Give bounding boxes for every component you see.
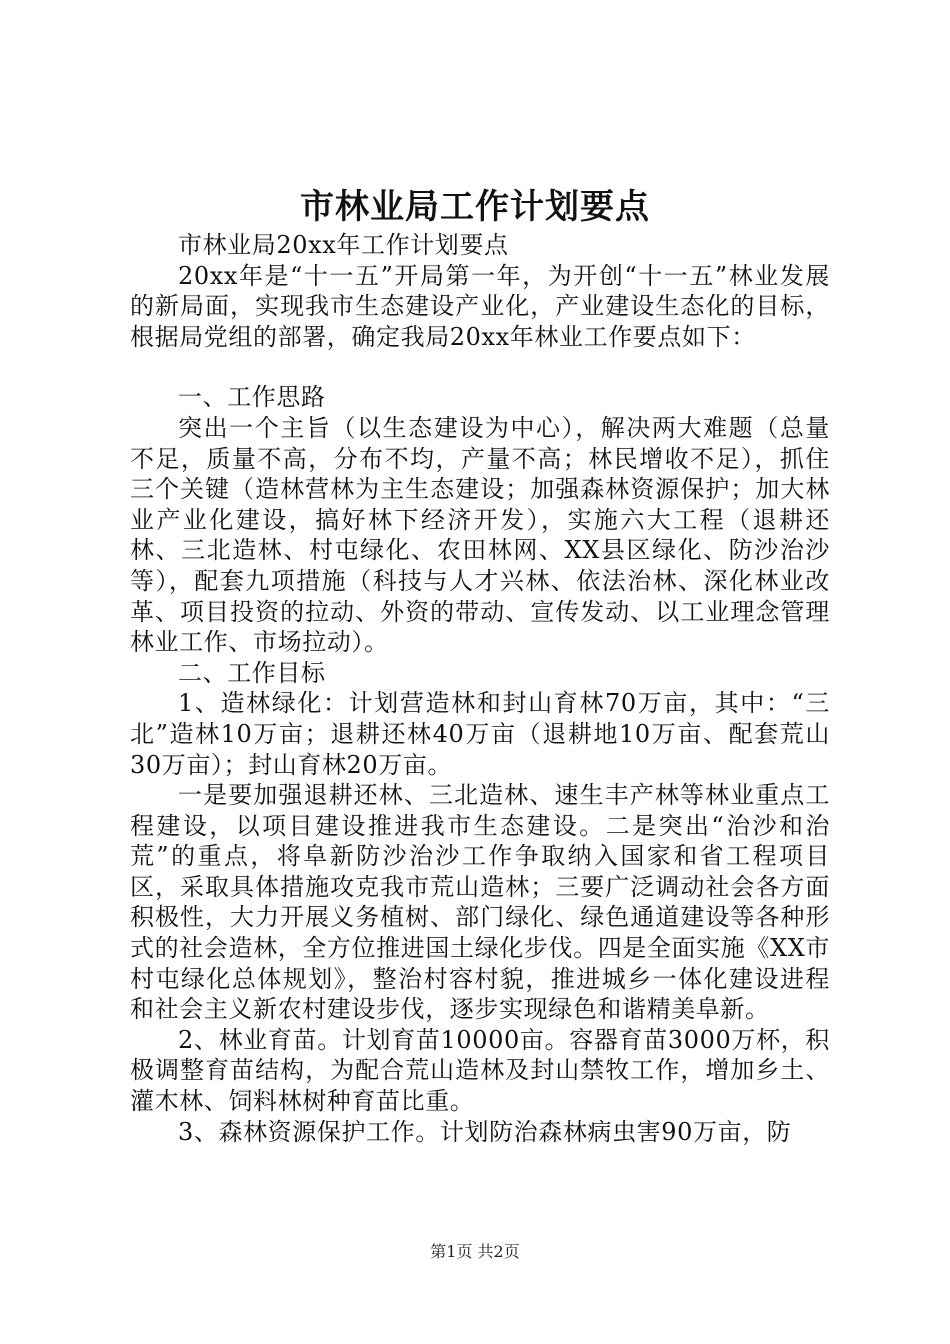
page-footer: 第1页 共2页 — [430, 1242, 520, 1261]
paragraph-afforestation: 1、造林绿化：计划营造林和封山育林70万亩，其中：“三北”造林10万亩；退耕还林40万亩（退耕地10万亩、配套荒山30万亩）；封山育林20万亩。 — [130, 689, 830, 779]
section-heading-work-goals: 二、工作目标 — [178, 658, 326, 687]
paragraph-measures: 一是要加强退耕还林、三北造林、速生丰产林等林业重点工程建设，以项目建设推进我市生态建设。二是突出“治沙和治荒”的重点，将阜新防沙治沙工作争取纳入国家和省工程项目区，采取具体措施攻克我市荒山造林；三要广泛调动社会各方面积极性，大力开展义务植树、部门绿化、绿色通道建设等各种形式的社会造林，全方位推进国土绿化步伐。四是全面实施《XX市村屯绿化总体规划》，整治村容村貌，推进城乡一体化建设进程和社会主义新农村建设步伐，逐步实现绿色和谐精美阜新。 — [130, 781, 830, 1024]
paragraph-seedlings: 2、林业育苗。计划育苗10000亩。容器育苗3000万杯，积极调整育苗结构，为配合荒山造林及封山禁牧工作，增加乡土、灌木林、饲料林树种育苗比重。 — [130, 1025, 830, 1116]
paragraph-forest-protection: 3、森林资源保护工作。计划防治森林病虫害90万亩，防 — [178, 1117, 792, 1146]
document-title: 市林业局工作计划要点 — [300, 187, 650, 227]
paragraph-intro: 20xx年是“十一五”开局第一年，为开创“十一五”林业发展的新局面，实现我市生态建设产业化，产业建设生态化的目标，根据局党组的部署，确定我局20xx年林业工作要点如下： — [130, 261, 830, 351]
paragraph-subtitle: 市林业局20xx年工作计划要点 — [178, 231, 509, 259]
section-heading-work-ideas: 一、工作思路 — [178, 383, 326, 412]
document-body — [130, 230, 830, 1147]
paragraph-work-ideas: 突出一个主旨（以生态建设为中心），解决两大难题（总量不足，质量不高，分布不均，产量不高；林民增收不足），抓住三个关键（造林营林为主生态建设；加强森林资源保护；加大林业产业化建设，搞好林下经济开发），实施六大工程（退耕还林、三北造林、村屯绿化、农田林网、XX县区绿化、防沙治沙等），配套九项措施（科技与人才兴林、依法治林、深化林业改革、项目投资的拉动、外资的带动、宣传发动、以工业理念管理林业工作、市场拉动）。 — [130, 413, 830, 657]
